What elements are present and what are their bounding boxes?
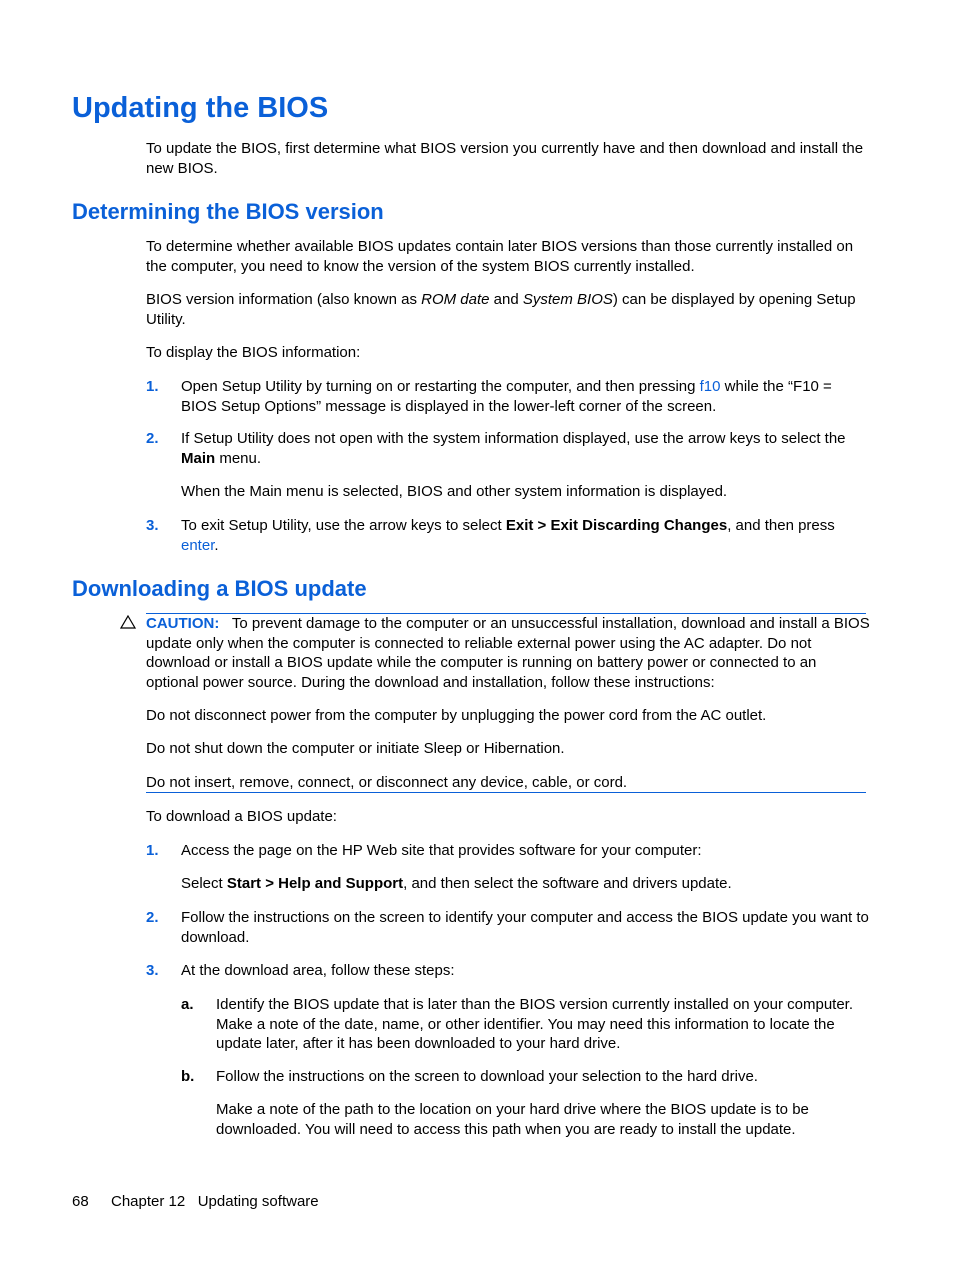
step-text bbox=[181, 516, 871, 555]
warning-triangle-icon bbox=[120, 615, 136, 629]
step-number: 1. bbox=[146, 378, 159, 395]
step-number: 3. bbox=[146, 962, 159, 979]
text: and bbox=[489, 291, 523, 308]
paragraph: To determine whether available BIOS updates contain later BIOS versions than those currently installed on the computer, you need to know the version of the system BIOS currently installed. bbox=[146, 238, 854, 275]
substep-text: Follow the instructions on the screen to download your selection to the hard drive. bbox=[216, 1068, 758, 1085]
step-text bbox=[181, 429, 871, 468]
page-number: 68 bbox=[72, 1193, 89, 1210]
text: To exit Setup Utility, use the arrow keys to select bbox=[181, 517, 506, 534]
caution-text: To prevent damage to the computer or an unsuccessful installation, download and install a BIOS update only when the computer is connected to reliable external power using the AC adapter. Do not download or install a BIOS update while the computer is running on battery power or connected to an optional power source. During the download and installation, follow these instructions: bbox=[146, 615, 870, 691]
text: , and then press bbox=[727, 517, 835, 534]
text: If Setup Utility does not open with the system information displayed, use the arrow keys to select the bbox=[181, 430, 846, 447]
substep-letter: a. bbox=[181, 996, 194, 1013]
step-number: 3. bbox=[146, 517, 159, 534]
section-heading-downloading: Downloading a BIOS update bbox=[72, 576, 367, 601]
menu-exit-discarding: Exit > Exit Discarding Changes bbox=[505, 517, 728, 534]
paragraph: To display the BIOS information: bbox=[146, 344, 361, 361]
text: while the “F10 = BIOS Setup Options” message is displayed in the lower-left corner of the screen. bbox=[181, 378, 832, 415]
substep-letter: b. bbox=[181, 1068, 195, 1085]
emphasis-rom-date: ROM date bbox=[421, 291, 490, 308]
menu-main: Main bbox=[181, 449, 216, 467]
step-text: At the download area, follow these steps: bbox=[181, 962, 455, 979]
intro-paragraph: To update the BIOS, first determine what BIOS version you currently have and then download and install the new BIOS. bbox=[146, 140, 864, 177]
step-text: Follow the instructions on the screen to identify your computer and access the BIOS update you want to download. bbox=[181, 909, 869, 946]
text: menu. bbox=[215, 449, 262, 467]
step-text bbox=[181, 377, 871, 416]
text: , and then select the software and drivers update. bbox=[403, 875, 732, 892]
step-number: 1. bbox=[146, 842, 159, 859]
caution-bottom-rule bbox=[146, 792, 866, 793]
emphasis-system-bios: System BIOS bbox=[522, 291, 613, 308]
caution-item: Do not shut down the computer or initiate Sleep or Hibernation. bbox=[146, 740, 565, 757]
step-number: 2. bbox=[146, 909, 159, 926]
caution-label: CAUTION: bbox=[146, 615, 220, 632]
step-text: Access the page on the HP Web site that provides software for your computer: bbox=[181, 842, 702, 859]
paragraph bbox=[146, 290, 870, 329]
step-number: 2. bbox=[146, 430, 159, 447]
text: Open Setup Utility by turning on or restarting the computer, and then pressing bbox=[181, 378, 700, 395]
menu-start-help: Start > Help and Support bbox=[226, 875, 404, 892]
caution-paragraph bbox=[146, 614, 870, 692]
page-title: Updating the BIOS bbox=[72, 92, 329, 124]
text: . bbox=[214, 536, 219, 554]
text: ) can be displayed by opening Setup Utility. bbox=[146, 291, 856, 328]
caution-item: Do not insert, remove, connect, or disconnect any device, cable, or cord. bbox=[146, 774, 628, 791]
paragraph: To download a BIOS update: bbox=[146, 808, 337, 825]
caution-item: Do not disconnect power from the computer by unplugging the power cord from the AC outlet. bbox=[146, 707, 767, 724]
key-f10: f10 bbox=[699, 378, 721, 395]
text: BIOS version information (also known as bbox=[146, 291, 422, 308]
section-heading-determining: Determining the BIOS version bbox=[72, 199, 384, 224]
step-note bbox=[181, 874, 871, 894]
key-enter: enter bbox=[181, 536, 215, 554]
text: Select bbox=[181, 875, 227, 892]
substep-note: Make a note of the path to the location on your hard drive where the BIOS update is to be downloaded. You will need to access this path when you are ready to install the update. bbox=[216, 1101, 809, 1138]
footer-chapter: Chapter 12 Updating software bbox=[111, 1193, 319, 1210]
step-note: When the Main menu is selected, BIOS and other system information is displayed. bbox=[181, 483, 728, 500]
substep-text: Identify the BIOS update that is later than the BIOS version currently installed on your computer. Make a note of the date, name, or other identifier. You may need this information to locate the update later, after it has been downloaded to your hard drive. bbox=[216, 996, 854, 1052]
